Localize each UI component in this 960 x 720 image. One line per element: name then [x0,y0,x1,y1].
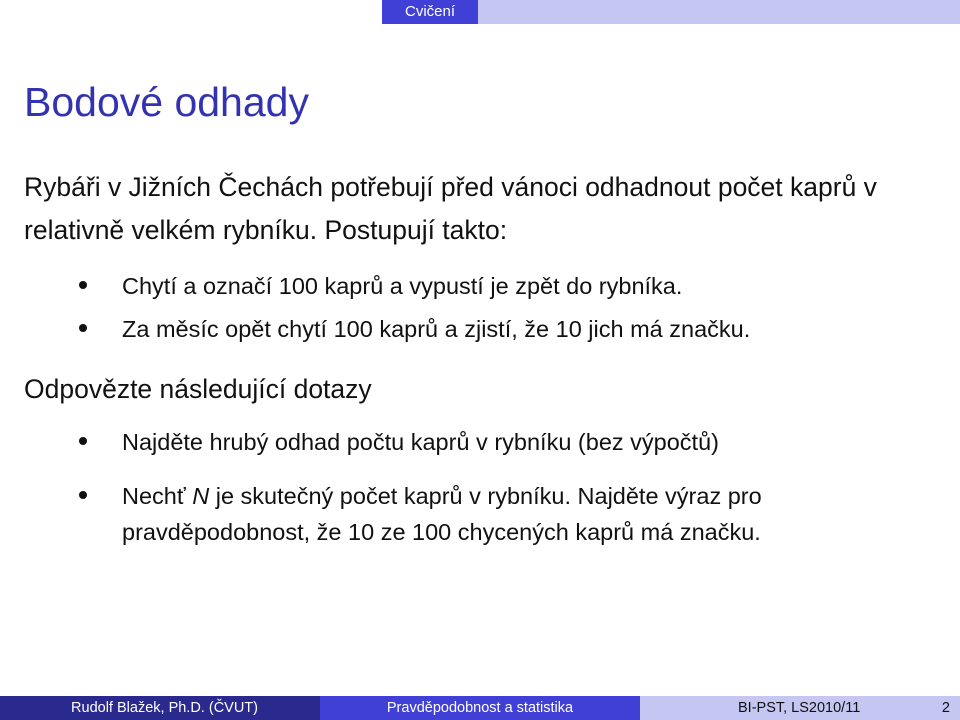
intro-text: Rybáři v Jižních Čechách potřebují před vánoci odhadnout počet kaprů v relativně velkém rybníku. Postupují takto: [24,172,877,245]
bullet-icon [79,491,87,499]
header-section: Cvičení [382,0,478,24]
header-bar [0,0,960,24]
list-item [0,478,942,550]
step-text: Za měsíc opět chytí 100 kaprů a zjistí, že 10 jich má značku. [122,316,751,342]
footer-bar [0,696,960,720]
variable-n: N [192,483,210,509]
question-prefix: Nechť [122,483,193,509]
bullet-icon [79,324,87,332]
header-right [478,0,960,24]
footer-semester: BI-PST, LS2010/11 [738,700,861,716]
steps-list [0,268,942,354]
question-text: je skutečný počet kaprů v rybníku. Najděte výraz pro pravděpodobnost, že 10 ze 100 chycených kaprů má značku. [122,483,762,545]
questions-list [0,424,942,568]
header-left [0,0,382,24]
step-text: Chytí a označí 100 kaprů a vypustí je zpět do rybníka. [122,273,683,299]
list-item [0,424,942,460]
footer-course: Pravděpodobnost a statistika [320,696,640,720]
questions-heading: Odpovězte následující dotazy [24,374,372,404]
footer-author: Rudolf Blažek, Ph.D. (ČVUT) [0,696,320,720]
slide-title: Bodové odhady [24,79,309,125]
bullet-icon [79,437,87,445]
list-item [0,311,942,347]
list-item [0,268,942,304]
page-number: 2 [941,700,950,716]
bullet-icon [79,281,87,289]
footer-right [640,696,960,720]
question-text: Najděte hrubý odhad počtu kaprů v rybníku (bez výpočtů) [122,429,719,455]
